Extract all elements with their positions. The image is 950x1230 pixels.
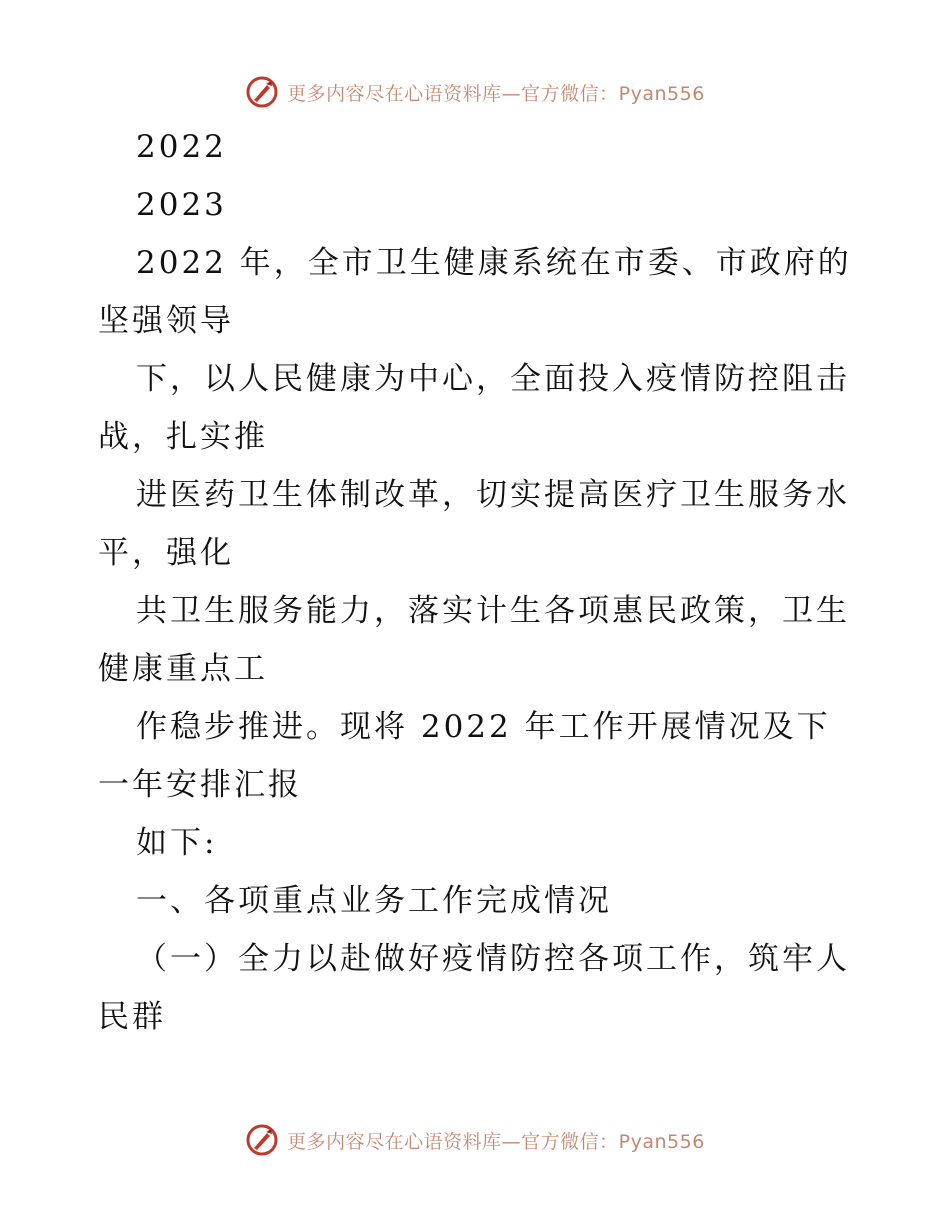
watermark-text: 更多内容尽在心语资料库—官方微信：Pyan556 <box>287 1130 705 1153</box>
document-body <box>98 118 858 1046</box>
paragraph: 2022 <box>136 129 227 165</box>
header-watermark <box>0 72 950 112</box>
paragraph: 下，以人民健康为中心，全面投入疫情防控阻击战，扎实推 <box>98 361 850 455</box>
paragraph: 共卫生服务能力，落实计生各项惠民政策，卫生健康重点工 <box>98 593 850 687</box>
paragraph: 作稳步推进。现将 2022 年工作开展情况及下一年安排汇报 <box>98 709 831 803</box>
subsection-heading: （一）全力以赴做好疫情防控各项工作，筑牢人民群 <box>98 941 850 1035</box>
paragraph: 如下: <box>136 825 218 861</box>
paragraph: 2022 年，全市卫生健康系统在市委、市政府的坚强领导 <box>98 245 852 339</box>
paragraph: 进医药卫生体制改革，切实提高医疗卫生服务水平，强化 <box>98 477 850 571</box>
paragraph: 2023 <box>136 187 227 223</box>
pen-logo-icon <box>245 1123 279 1157</box>
section-heading: 一、各项重点业务工作完成情况 <box>136 883 612 919</box>
watermark-text: 更多内容尽在心语资料库—官方微信：Pyan556 <box>287 82 705 105</box>
footer-watermark <box>0 1120 950 1160</box>
pen-logo-icon <box>245 75 279 109</box>
